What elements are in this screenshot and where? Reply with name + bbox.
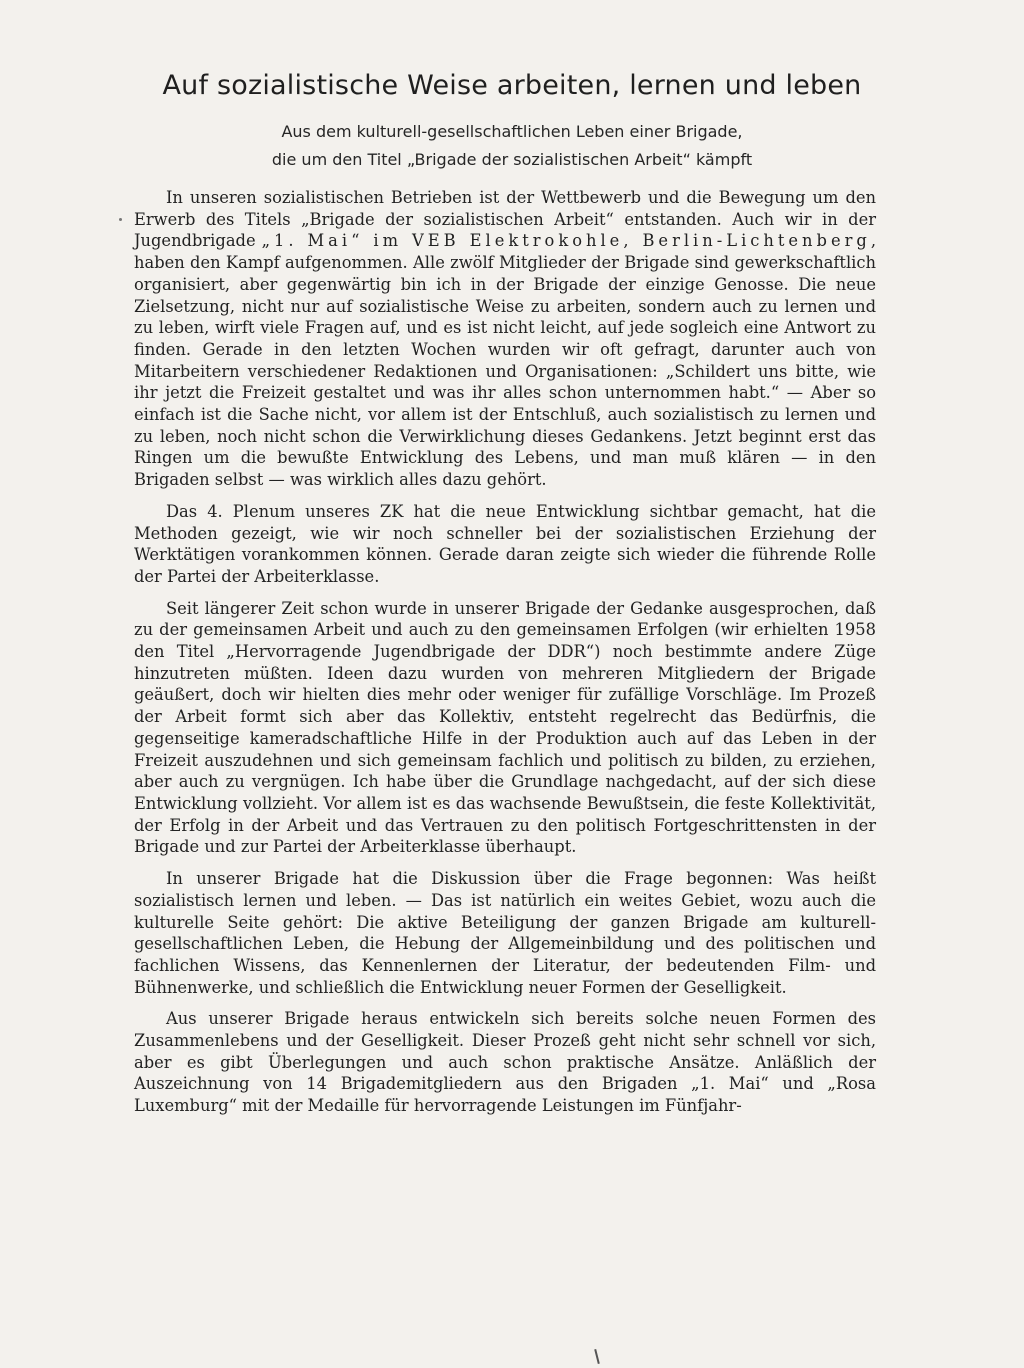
paragraph-2: Das 4. Plenum unseres ZK hat die neue Entwicklung sichtbar gemacht, hat die Methoden gezeigt, wie wir noch schneller bei der sozialistischen Erziehung der Werktätigen vorankommen können. Gerade daran zeigte sich wieder die führende Rolle der Partei der Arbeiterklasse. [134,501,876,586]
paragraph-1-part-c: , haben den Kampf aufgenommen. Alle zwölf Mitglieder der Brigade sind gewerkschaftlich organisiert, aber gegenwärtig bin ich in der Brigade der einzige Genosse. Die neue Zielsetzung, nicht nur auf sozialistische Weise zu arbeiten, sondern auch zu lernen und zu leben, wirft viele Fragen auf, und es ist nicht leicht, auf jede sogleich eine Antwort zu finden. Gerade in den letzten Wochen wurden wir oft gefragt, darunter auch von Mitarbeitern verschiedener Redaktionen und Organisationen: „Schildert uns bitte, wie ihr jetzt die Freizeit gestaltet und was ihr alles schon unternommen habt.“ — Aber so einfach ist die Sache nicht, vor allem ist der Entschluß, auch sozialistisch zu lernen und zu leben, noch nicht schon die Verwirklichung dieses Gedankens. Jetzt beginnt erst das Ringen um die bewußte Entwicklung des Lebens, und man muß klären — in den Brigaden selbst — was wirklich alles dazu gehört. [134,231,876,490]
paragraph-1-spaced-name: „1. Mai“ im VEB Elektrokohle, Berlin-Lichtenberg [261,231,871,251]
subtitle-line-1: Aus dem kulturell-gesellschaftlichen Leben einer Brigade, [281,122,743,141]
paragraph-5: Aus unserer Brigade heraus entwickeln sich bereits solche neuen Formen des Zusammenlebens und der Geselligkeit. Dieser Prozeß geht nicht sehr schnell vor sich, aber es gibt Überlegungen und auch schon praktische Ansätze. Anläßlich der Auszeichnung von 14 Brigademitgliedern aus den Brigaden „1. Mai“ und „Rosa Luxemburg“ mit der Medaille für hervorragende Leistungen im Fünfjahr- [134,1009,876,1116]
paragraph-1-part-a: In unseren sozialistischen Betrieben ist der Wettbewerb und die Bewegung um den Erwerb des Titels „Brigade der sozialistischen Arbeit“ entstanden. Auch wir in der Jugendbrigade [134,188,876,251]
article-body [134,187,876,1127]
margin-mark [119,218,122,221]
paragraph-1 [134,187,876,491]
subtitle-line-2: die um den Titel „Brigade der sozialistischen Arbeit“ kämpft [271,150,753,169]
paragraph-4: In unserer Brigade hat die Diskussion über die Frage begonnen: Was heißt sozialistisch lernen und leben. — Das ist natürlich ein weites Gebiet, wozu auch die kulturelle Seite gehört: Die aktive Beteiligung der ganzen Brigade am kulturell-gesellschaftlichen Leben, die Hebung der Allgemeinbildung und des politischen und fachlichen Wissens, das Kennenlernen der Literatur, der bedeutenden Film- und Bühnenwerke, und schließlich die Entwicklung neuer Formen der Geselligkeit. [134,869,876,997]
page-title: Auf sozialistische Weise arbeiten, lernen und leben [162,70,862,101]
paragraph-3: Seit längerer Zeit schon wurde in unserer Brigade der Gedanke ausgesprochen, daß zu der gemeinsamen Arbeit und auch zu den gemeinsamen Erfolgen (wir erhielten 1958 den Titel „Hervorragende Jugendbrigade der DDR“) noch bestimmte andere Züge hinzutreten müßten. Ideen dazu wurden von mehreren Mitgliedern der Brigade geäußert, doch wir hielten dies mehr oder weniger für zufällige Vorschläge. Im Prozeß der Arbeit formt sich aber das Kollektiv, entsteht regelrecht das Bedürfnis, die gegenseitige kameradschaftliche Hilfe in der Produktion auch auf das Leben in der Freizeit auszudehnen und sich gemeinsam fachlich und politisch zu bilden, zu erziehen, aber auch zu vergnügen. Ich habe über die Grundlage nachgedacht, auf der sich diese Entwicklung vollzieht. Vor allem ist es das wachsende Bewußtsein, die feste Kollektivität, der Erfolg in der Arbeit und das Vertrauen zu den politisch Fortgeschrittensten in der Brigade und zur Partei der Arbeiterklasse überhaupt. [134,598,876,857]
bottom-margin-mark [594,1349,600,1364]
